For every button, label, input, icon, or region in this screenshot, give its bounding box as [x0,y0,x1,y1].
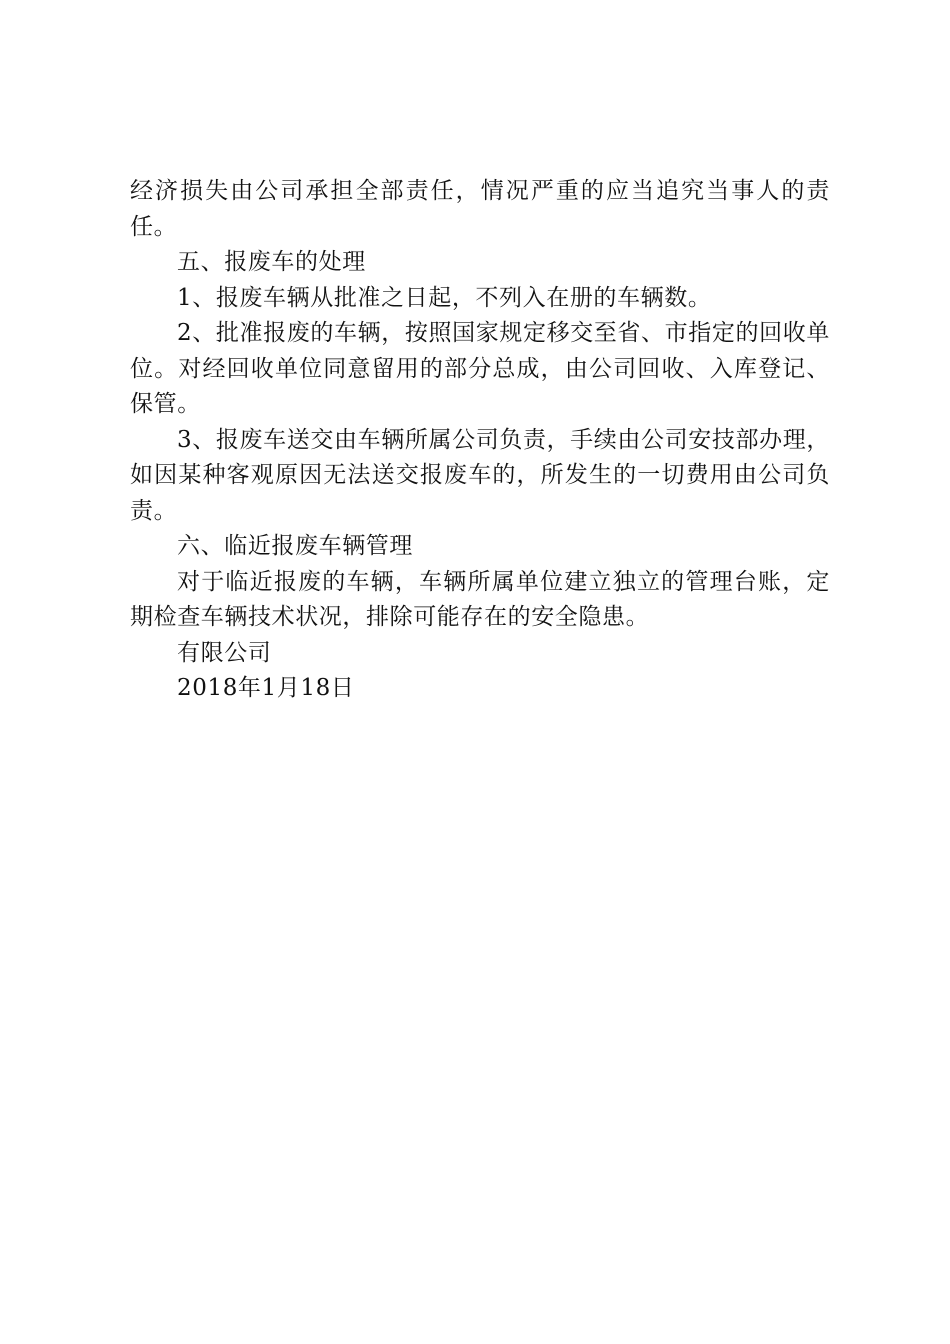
section-heading-five: 五、报废车的处理 [177,249,366,275]
paragraph-near-scrap: 对于临近报废的车辆，车辆所属单位建立独立的管理台账，定期检查车辆技术状况，排除可能存在的安全隐患。 [130,568,830,630]
paragraph-item-1: 1、报废车辆从批准之日起，不列入在册的车辆数。 [177,284,712,311]
paragraph-item-2: 2、批准报废的车辆，按照国家规定移交至省、市指定的回收单位。对经回收单位同意留用的部分总成，由公司回收、入库登记、保管。 [130,320,830,417]
section-heading-six: 六、临近报废车辆管理 [177,533,413,559]
paragraph-item-3: 3、报废车送交由车辆所属公司负责，手续由公司安技部办理，如因某种客观原因无法送交报废车的，所发生的一切费用由公司负责。 [130,426,830,524]
signature-date: 2018年1月18日 [177,675,355,701]
signature-company: 有限公司 [177,639,272,666]
document-body [130,174,830,707]
paragraph-continuation: 经济损失由公司承担全部责任，情况严重的应当追究当事人的责任。 [130,178,830,240]
